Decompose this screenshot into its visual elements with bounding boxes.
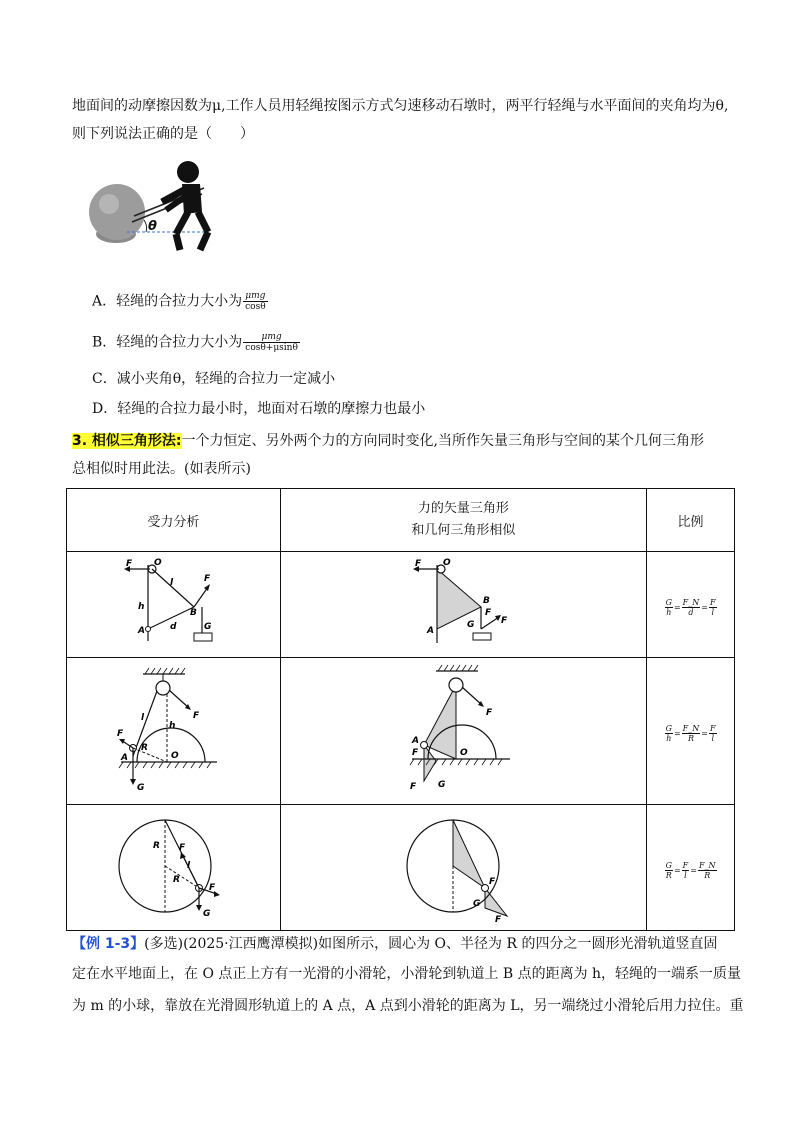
row2-vector-svg xyxy=(398,661,528,797)
option-d[interactable]: D．轻绳的合拉力最小时，地面对石墩的摩擦力也最小 xyxy=(92,401,426,417)
svg-text:G: G xyxy=(137,783,145,793)
svg-text:F: F xyxy=(415,558,422,569)
header-ratio: 比例 xyxy=(647,489,735,552)
row3-force-diagram xyxy=(67,805,281,931)
row3-vector-svg xyxy=(403,810,523,922)
row3-ratio: $\frac{G}{R}$ = $\frac{F}{l}$ = $\frac{F\_N}{R}$ xyxy=(647,805,735,931)
svg-text:l: l xyxy=(141,713,145,723)
svg-text:G: G xyxy=(203,908,211,919)
row1-vector-svg xyxy=(403,557,523,649)
svg-text:F: F xyxy=(495,914,502,922)
intro-line-1: 地面间的动摩擦因数为μ,工作人员用轻绳按图示方式匀速移动石墩时，两平行轻绳与水平面间的夹角均为θ, xyxy=(72,98,729,114)
svg-text:F: F xyxy=(193,711,200,721)
svg-text:B: B xyxy=(483,595,491,606)
svg-text:O: O xyxy=(460,748,469,758)
svg-text:G: G xyxy=(473,898,481,909)
example-line-3: 为 m 的小球，靠放在光滑圆形轨道上的 A 点，A 点到小滑轮的距离为 L，另一端绕过小滑轮后用力拉住。重 xyxy=(72,998,744,1014)
svg-text:G: G xyxy=(204,621,212,632)
svg-text:R: R xyxy=(141,743,149,753)
row2-force-svg xyxy=(113,664,233,794)
svg-text:h: h xyxy=(138,601,145,612)
example-line-2: 定在水平地面上，在 O 点正上方有一光滑的小滑轮，小滑轮到轨道上 B 点的距离为 h，轻绳的一端系一质量 xyxy=(72,966,742,982)
svg-text:F: F xyxy=(410,782,417,792)
table-row xyxy=(67,552,735,658)
svg-text:R: R xyxy=(173,874,181,885)
method-line-2: 总相似时用此法。(如表所示) xyxy=(72,461,251,477)
svg-text:O: O xyxy=(154,557,163,568)
row3-vector-diagram xyxy=(280,805,646,931)
svg-text:G: G xyxy=(438,780,446,790)
worker-head xyxy=(177,161,199,183)
svg-text:R: R xyxy=(153,840,161,851)
row1-force-diagram xyxy=(67,552,281,658)
svg-text:O: O xyxy=(443,557,452,568)
svg-text:F: F xyxy=(117,729,124,739)
table-row xyxy=(67,805,735,931)
row2-ratio: $\frac{G}{h}$ = $\frac{F\_N}{R}$ = $\frac{F}{l}$ xyxy=(647,658,735,805)
row1-force-svg xyxy=(118,557,228,649)
similar-triangle-table xyxy=(66,488,735,931)
option-a[interactable]: A．轻绳的合拉力大小为 $\frac{\text{μmg}}{\cos\theta}$ xyxy=(92,291,266,312)
svg-text:F: F xyxy=(485,607,492,618)
svg-text:A: A xyxy=(412,736,420,746)
svg-text:O: O xyxy=(171,751,180,761)
intro-line-2: 则下列说法正确的是（ ） xyxy=(72,126,254,142)
row1-ratio: $\frac{G}{h}$ = $\frac{F\_N}{d}$ = $\frac{F}{l}$ xyxy=(647,552,735,658)
svg-text:F: F xyxy=(209,882,216,893)
svg-text:d: d xyxy=(170,621,177,632)
svg-text:l: l xyxy=(187,860,191,871)
svg-text:F: F xyxy=(412,748,419,758)
svg-text:A: A xyxy=(121,753,129,763)
svg-text:A: A xyxy=(138,625,146,636)
table-row xyxy=(67,658,735,805)
svg-text:G: G xyxy=(467,619,475,630)
header-force-analysis: 受力分析 xyxy=(67,489,281,552)
svg-text:A: A xyxy=(427,625,435,636)
row2-vector-diagram xyxy=(280,658,646,805)
svg-text:h: h xyxy=(169,721,176,731)
svg-text:B: B xyxy=(190,607,198,618)
method-line-1: 3. 相似三角形法:一个力恒定、另外两个力的方向同时变化,当所作矢量三角形与空间的某个几何三角形 xyxy=(72,433,704,449)
example-line-1: 【例 1-3】(多选)(2025·江西鹰潭模拟)如图所示，圆心为 O、半径为 R 的四分之一圆形光滑轨道竖直固 xyxy=(72,936,718,952)
method-title: 3. 相似三角形法: xyxy=(72,433,182,449)
svg-text:F: F xyxy=(179,842,186,853)
example-tag: 【例 1-3】 xyxy=(72,936,145,952)
row3-force-svg xyxy=(113,810,233,922)
svg-text:F: F xyxy=(126,558,133,569)
stone-pull-figure xyxy=(84,156,224,256)
row2-force-diagram xyxy=(67,658,281,805)
option-b[interactable]: B．轻绳的合拉力大小为 $\frac{\text{μmg}}{\cos\theta+\mu\sin\theta}$ xyxy=(92,332,298,353)
option-c[interactable]: C．减小夹角θ，轻绳的合拉力一定减小 xyxy=(92,371,336,387)
svg-text:F: F xyxy=(489,876,496,887)
svg-text:l: l xyxy=(170,577,174,588)
svg-text:F: F xyxy=(501,615,508,626)
svg-text:F: F xyxy=(204,573,211,584)
row1-vector-diagram xyxy=(280,552,646,658)
table-header-row xyxy=(67,489,735,552)
stone-pier xyxy=(89,184,145,240)
svg-text:F: F xyxy=(486,708,493,718)
header-vector-triangle: 力的矢量三角形 和几何三角形相似 xyxy=(280,489,646,552)
figure1-angle-label: θ xyxy=(148,219,157,234)
